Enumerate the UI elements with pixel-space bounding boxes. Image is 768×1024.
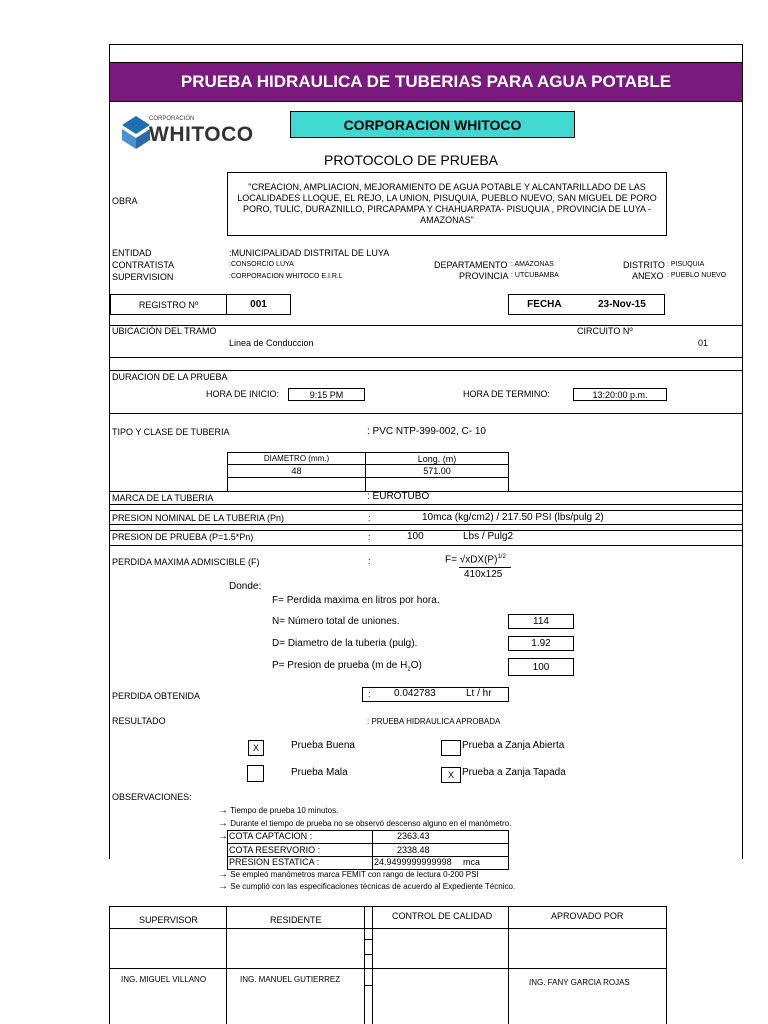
perdida-colon: :: [368, 556, 371, 566]
obs-text: Durante el tiempo de prueba no se observó descenso alguno en el manómetro.: [230, 819, 512, 828]
n-value-box: [508, 614, 574, 629]
arrow-icon: →: [218, 818, 228, 829]
divider: [109, 906, 667, 907]
check-abierta[interactable]: [441, 740, 461, 756]
pn-label: PRESION NOMINAL DE LA TUBERIA (Pn): [112, 513, 285, 523]
company-logo: [121, 115, 254, 151]
diametro-value: 48: [291, 466, 302, 476]
divider: [364, 939, 373, 940]
registro-label: REGISTRO Nº: [138, 299, 199, 310]
obra-box: [227, 172, 667, 236]
pp-colon: :: [368, 532, 371, 542]
tipo-label: TIPO Y CLASE DE TUBERIA: [112, 427, 230, 437]
cota-reservorio-label: COTA RESERVORIO :: [229, 845, 321, 855]
aprovado-header: APROVADO POR: [551, 911, 624, 921]
title-bar: [110, 62, 742, 102]
supervision-value: :CORPORACION WHITOCO E.I.R.L: [229, 273, 343, 280]
obs-item-3: [218, 869, 479, 880]
check-mark: X: [447, 770, 454, 780]
d-value: 1.92: [531, 638, 551, 649]
divider: [364, 954, 373, 955]
control-header: CONTROL DE CALIDAD: [392, 911, 493, 921]
divider: [109, 524, 743, 525]
long-header: Long. (m): [417, 453, 457, 464]
supervisor-header: SUPERVISOR: [139, 915, 198, 925]
tapada-label: Prueba a Zanja Tapada: [462, 767, 566, 778]
distrito-value: : PISUQUIA: [667, 261, 705, 268]
pp-label: PRESION DE PRUEBA (P=1.5*Pn): [112, 532, 254, 542]
termino-value: 13:20:00 p.m.: [592, 389, 648, 400]
obtenida-colon: :: [368, 689, 371, 699]
check-tapada[interactable]: [441, 767, 461, 783]
observaciones-label: OBSERVACIONES:: [112, 792, 192, 802]
pipe-cell: [365, 464, 509, 478]
divider: [109, 504, 743, 505]
page-title: PRUEBA HIDRAULICA DE TUBERIAS PARA AGUA POTABLE: [180, 72, 672, 91]
signature-table: [109, 906, 667, 1024]
aprovado-name: ING. FANY GARCIA ROJAS: [529, 978, 630, 987]
p-value: 100: [532, 661, 550, 673]
p-definition: [272, 660, 422, 673]
arrow-icon: →: [218, 869, 228, 880]
buena-label: Prueba Buena: [291, 740, 355, 751]
company-box: [290, 111, 575, 138]
formula-exponent: 1/2: [497, 554, 506, 560]
formula-numerator: [445, 554, 506, 565]
check-mark: X: [252, 743, 259, 753]
pipe-cell: [365, 477, 509, 492]
divider: [109, 370, 743, 371]
obs-text: Se empleó manómetros marca FEMIT con rango de lectura 0-200 PSI: [230, 870, 479, 879]
tramo-label: UBICACIÓN DEL TRAMO: [112, 326, 217, 336]
presion-estatica-label: PRESION ESTATICA :: [229, 857, 320, 867]
p-text-end: O): [410, 660, 422, 671]
divider: [226, 906, 227, 1024]
registro-value-box: [226, 294, 291, 315]
logo-big-text: WHITOCO: [149, 123, 254, 146]
fecha-label: FECHA: [527, 299, 562, 310]
obra-text: "CREACION, AMPLIACION, MEJORAMIENTO DE AGUA POTABLE Y ALCANTARILLADO DE LAS LOCALIDADES LLOQUE, EL REJO, LA UNION, PISUQUIA, PUEBLO NUEVO, SAN MIGUEL DE PORO PORO, TULIC, DURAZNILLO, PIRCAPAMPA Y CHAHUARPATA- PISUQUIA , PROVINCIA DE LUYA - AMAZONAS": [237, 182, 657, 225]
long-value: 571.00: [423, 466, 451, 476]
presion-estatica-unit: mca: [463, 857, 481, 867]
divider: [109, 968, 667, 969]
pipe-cell: [227, 477, 366, 492]
termino-value-box: [573, 388, 667, 401]
pipe-cell: [227, 464, 366, 478]
divider: [109, 906, 110, 1024]
contratista-value: :CONSORCIO LUYA: [229, 261, 294, 268]
distrito-label: DISTRITO: [623, 260, 665, 270]
divider: [364, 985, 373, 986]
divider: [508, 906, 509, 1024]
provincia-label: PROVINCIA: [459, 271, 509, 281]
anexo-label: ANEXO: [632, 271, 664, 281]
logo-small-text: CORPORACIÓN: [149, 116, 195, 122]
obtenida-label: PERDIDA OBTENIDA: [112, 691, 201, 701]
donde-label: Donde:: [229, 581, 262, 592]
obra-label: OBRA: [112, 196, 138, 206]
check-mala[interactable]: [247, 765, 264, 782]
frame-right: [742, 44, 743, 859]
entidad-value: :MUNICIPALIDAD DISTRITAL DE LUYA: [229, 248, 390, 258]
tramo-value: Linea de Conduccion: [229, 338, 314, 348]
obtenida-unit: Lt / hr: [466, 688, 492, 699]
divider: [109, 928, 667, 929]
divider: [109, 510, 743, 511]
divider: [372, 830, 373, 870]
n-definition: N= Número total de uniones.: [272, 616, 400, 627]
company-name: CORPORACION WHITOCO: [343, 116, 522, 133]
entidad-label: ENTIDAD: [112, 248, 152, 258]
presion-estatica-value: 24.9499999999998: [374, 857, 452, 867]
cotas-table: [227, 830, 509, 870]
marca-value: : EUROTUBO: [367, 491, 430, 502]
p-value-box: [508, 658, 574, 676]
resultado-value: : PRUEBA HIDRAULICA APROBADA: [367, 717, 501, 726]
perdida-label: PERDIDA MAXIMA ADMISCIBLE (F): [112, 557, 260, 567]
supervision-label: SUPERVISION: [112, 272, 174, 282]
termino-label: HORA DE TERMINO:: [463, 389, 550, 399]
p-prefix: P=: [272, 660, 285, 671]
obs-text: Tiempo de prueba 10 minutos.: [230, 806, 339, 815]
protocol-title: PROTOCOLO DE PRUEBA: [324, 152, 499, 168]
marca-label: MARCA DE LA TUBERIA: [112, 493, 214, 503]
divider: [666, 906, 667, 1024]
pn-colon: :: [368, 513, 371, 523]
mala-label: Prueba Mala: [291, 767, 348, 778]
registro-label-box: [110, 294, 227, 315]
cota-reservorio-value: 2338.48: [397, 845, 430, 855]
cota-captacion-label: COTA CAPTACION :: [229, 831, 313, 841]
anexo-value: : PUEBLO NUEVO: [667, 272, 727, 279]
f-definition: F= Perdida maxima en litros por hora.: [272, 595, 440, 606]
check-buena[interactable]: [248, 740, 264, 756]
divider: [109, 357, 743, 358]
divider: [227, 843, 509, 844]
circuito-value: 01: [698, 338, 709, 348]
fecha-box: [508, 294, 665, 315]
abierta-label: Prueba a Zanja Abierta: [462, 740, 565, 751]
obtenida-value: 0.042783: [394, 688, 436, 699]
obs-item-2: [218, 818, 511, 829]
fecha-value: 23-Nov-15: [597, 299, 646, 310]
resultado-label: RESULTADO: [112, 716, 166, 726]
pipe-table: [227, 452, 509, 492]
diametro-header: DIAMETRO (mm.): [263, 454, 330, 463]
pp-value: 100: [407, 531, 424, 542]
divider: [109, 413, 743, 414]
supervisor-name: ING. MIGUEL VILLANO: [121, 975, 207, 984]
d-value-box: [508, 636, 574, 651]
divider: [364, 906, 365, 1024]
departamento-value: : AMAZONAS: [511, 261, 554, 268]
obtenida-box: [362, 687, 509, 702]
obs-text: Se cumplió con las especificaciones técnicas de acuerdo al Expediente Técnico.: [230, 882, 516, 891]
formula-denominator: 410x125: [464, 569, 503, 580]
arrow-icon: →: [218, 805, 228, 816]
cota-captacion-value: 2363.43: [397, 831, 430, 841]
residente-header: RESIDENTE: [270, 915, 322, 925]
duracion-label: DURACION DE LA PRUEBA: [112, 372, 228, 382]
circuito-label: CIRCUITO Nº: [577, 326, 633, 336]
tipo-value: : PVC NTP-399-002, C- 10: [367, 426, 486, 437]
frame-top: [109, 44, 743, 45]
formula-bar: [459, 567, 511, 568]
divider: [372, 906, 373, 1024]
departamento-label: DEPARTAMENTO: [434, 260, 508, 270]
d-definition: D= Diametro de la tuberia (pulg).: [272, 638, 418, 649]
p-text: Presion de prueba (m de H: [287, 660, 408, 671]
divider: [109, 530, 743, 531]
p-sub: 2: [407, 667, 411, 673]
provincia-value: : UTCUBAMBA: [511, 272, 559, 279]
registro-value: 001: [250, 299, 267, 310]
residente-name: ING. MANUEL GUTIERREZ: [240, 975, 341, 984]
obs-item-4: [218, 881, 515, 892]
arrow-icon: →: [218, 831, 228, 842]
divider: [109, 545, 743, 546]
pn-value: 10mca (kg/cm2) / 217.50 PSI (lbs/pulg 2): [422, 512, 604, 523]
logo-icon: [121, 115, 151, 151]
frame-left: [109, 44, 110, 859]
formula-num-text: F= √xDX(P): [445, 554, 498, 566]
arrow-icon: →: [218, 881, 228, 892]
pp-unit: Lbs / Pulg2: [463, 531, 514, 542]
obs-item-1: [218, 805, 338, 816]
contratista-label: CONTRATISTA: [112, 260, 175, 270]
n-value: 114: [533, 616, 549, 627]
inicio-value: 9:15 PM: [309, 389, 344, 400]
inicio-value-box: [288, 388, 365, 401]
inicio-label: HORA DE INICIO:: [206, 389, 280, 399]
